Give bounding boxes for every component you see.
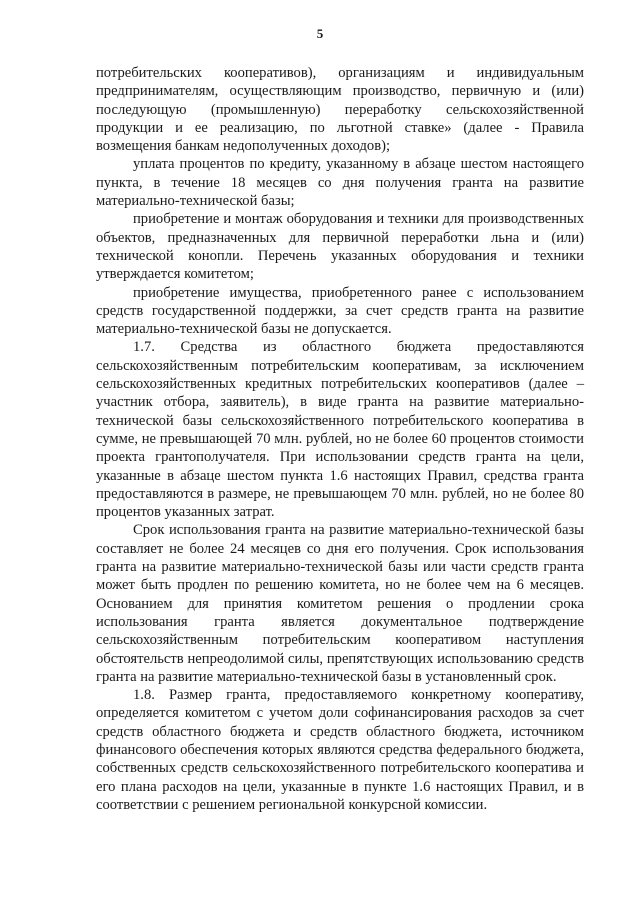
paragraph-clause-1-7: 1.7. Средства из областного бюджета предоставляются сельскохозяйственным потребительским кооперативам, за исключением сельскохозяйственных кредитных потребительских кооперативов (далее – участник отбора, заявитель), в виде гранта на развитие материально-технической базы сельскохозяйственного потребительского кооператива в сумме, не превышающей 70 млн. рублей, но не более 60 процентов стоимости проекта грантополучателя. При использовании средств гранта на цели, указанные в абзаце шестом пункта 1.6 настоящих Правил, средства гранта предоставляются в размере, не превышающем 70 млн. рублей, но не более 80 процентов указанных затрат.	[96, 339, 584, 521]
page-number: 5	[316, 26, 324, 41]
paragraph-clause-1-8: 1.8. Размер гранта, предоставляемого конкретному кооперативу, определяется комитетом с учетом доли софинансирования расходов за счет средств областного бюджета и средств областного бюджета, источником финансового обеспечения которых являются средства федерального бюджета, собственных средств сельскохозяйственного потребительского кооператива и его плана расходов на цели, указанные в пункте 1.6 настоящих Правил, и в соответствии с решением региональной конкурсной комиссии.	[96, 687, 584, 813]
paragraph-equipment-purchase: приобретение и монтаж оборудования и техники для производственных объектов, предназначенных для первичной переработки льна и (или) технической конопли. Перечень указанных оборудования и техники утверждается комитетом;	[96, 211, 584, 283]
document-body	[96, 64, 584, 814]
paragraph-grant-term: Срок использования гранта на развитие материально-технической базы составляет не более 24 месяцев со дня его получения. Срок использования гранта на развитие материально-технической базы или части средств гранта может быть продлен по решению комитета, но не более чем на 6 месяцев. Основанием для принятия комитетом решения о продлении срока использования гранта является документальное подтверждение сельскохозяйственным потребительским кооперативом наступления обстоятельств непреодолимой силы, препятствующих использованию средств гранта на развитие материально-технической базы в установленный срок.	[96, 522, 584, 685]
paragraph-property-restriction: приобретение имущества, приобретенного ранее с использованием средств государственной поддержки, за счет средств гранта на развитие материально-технической базы не допускается.	[96, 284, 584, 338]
paragraph-continuation: потребительских кооперативов), организациям и индивидуальным предпринимателям, осуществляющим производство, первичную и (или) последующую (промышленную) переработку сельскохозяйственной продукции и ее реализацию, по льготной ставке» (далее - Правила возмещения банкам недополученных доходов);	[96, 65, 584, 155]
paragraph-interest-payment: уплата процентов по кредиту, указанному в абзаце шестом настоящего пункта, в течение 18 месяцев со дня получения гранта на развитие материально-технической базы;	[96, 156, 584, 210]
